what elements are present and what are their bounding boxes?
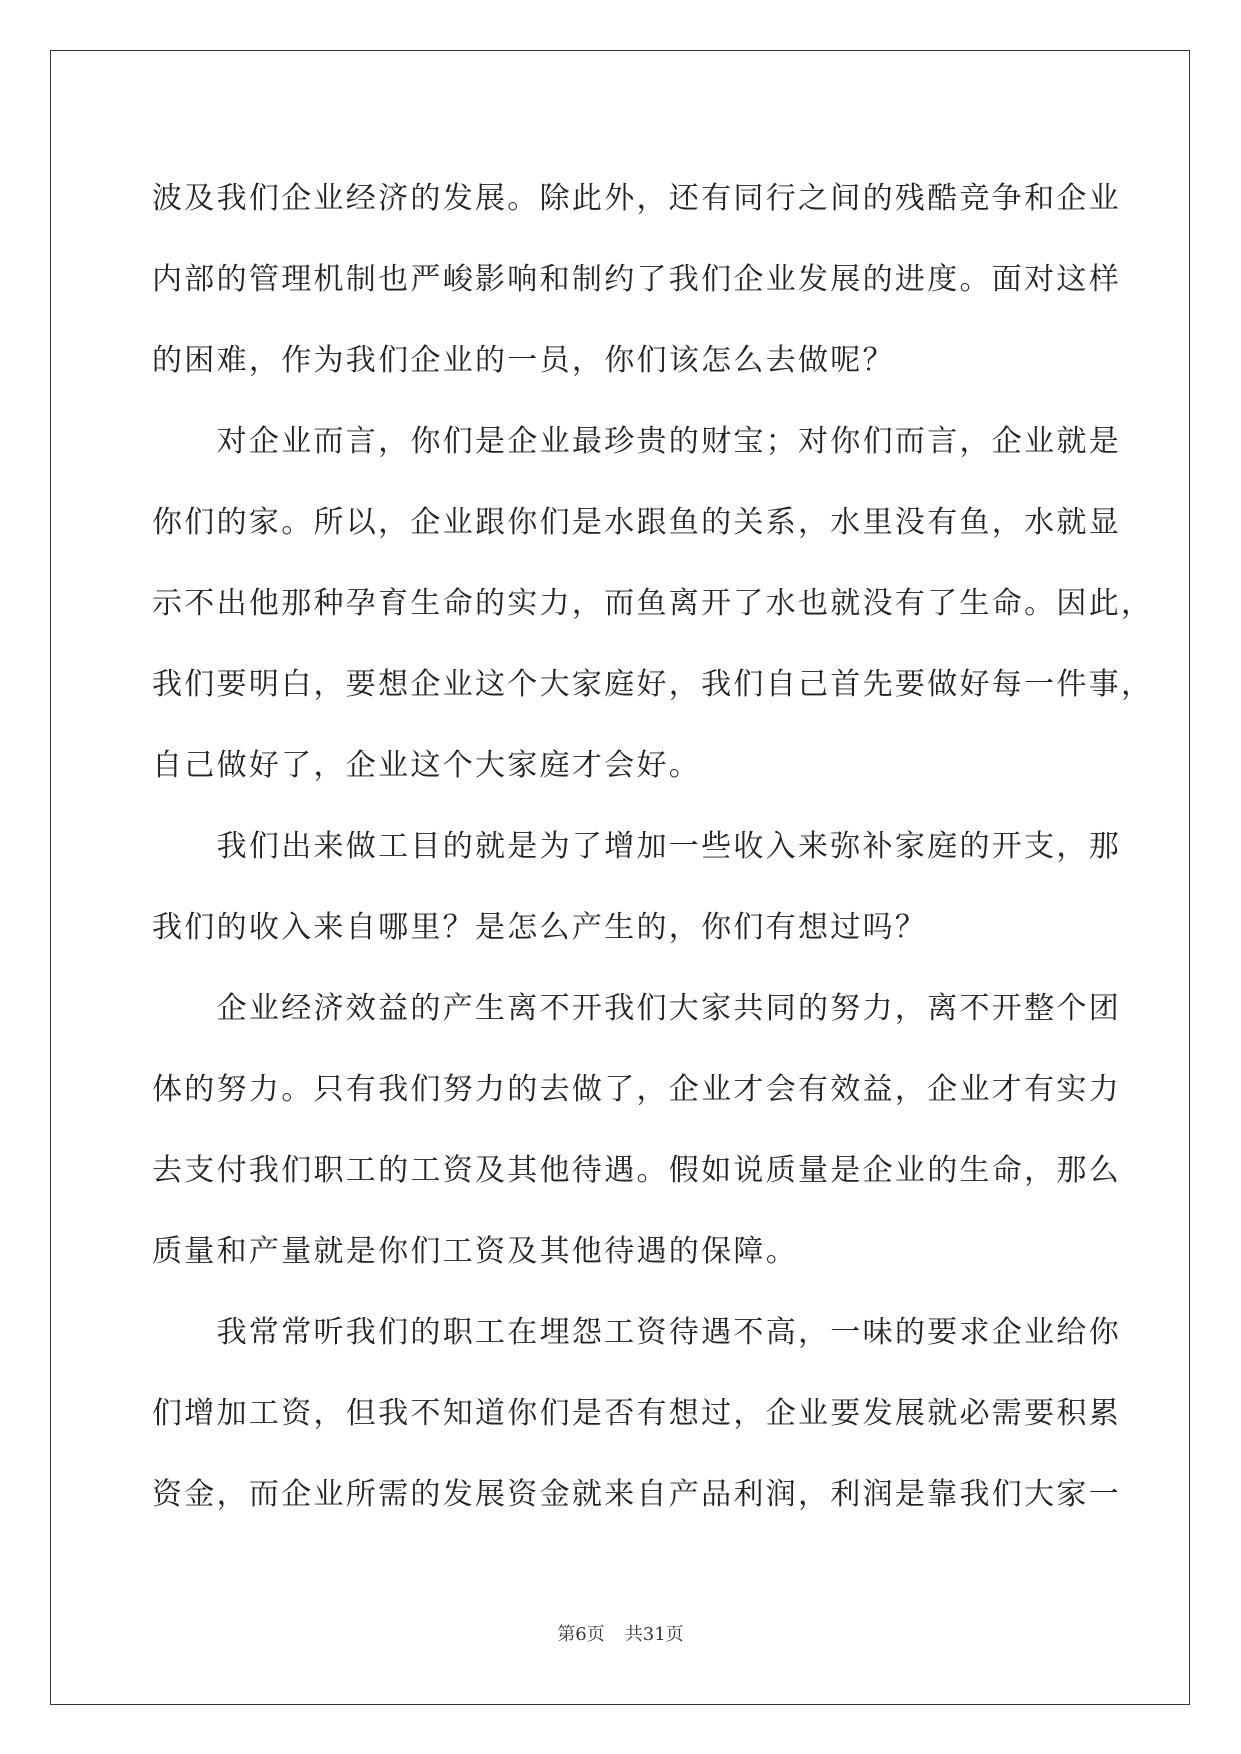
text-line: 企业经济效益的产生离不开我们大家共同的努力，离不开整个团 [152, 991, 1121, 1026]
text-line: 的困难，作为我们企业的一员，你们该怎么去做呢？ [152, 343, 895, 378]
document-body [152, 158, 1154, 1535]
page-footer [0, 1620, 1241, 1646]
text-line: 资金，而企业所需的发展资金就来自产品利润，利润是靠我们大家一 [152, 1477, 1121, 1512]
text-line: 对企业而言，你们是企业最珍贵的财宝；对你们而言，企业就是 [152, 424, 1121, 459]
text-line: 示不出他那种孕育生命的实力，而鱼离开了水也就没有了生命。因此， [152, 586, 1154, 621]
text-line: 内部的管理机制也严峻影响和制约了我们企业发展的进度。面对这样 [152, 262, 1121, 297]
text-line: 体的努力。只有我们努力的去做了，企业才会有效益，企业才有实力 [152, 1072, 1121, 1107]
text-line: 我们的收入来自哪里？是怎么产生的，你们有想过吗？ [152, 910, 928, 945]
text-line: 们增加工资，但我不知道你们是否有想过，企业要发展就必需要积累 [152, 1396, 1121, 1431]
text-line: 自己做好了，企业这个大家庭才会好。 [152, 748, 702, 783]
text-line: 质量和产量就是你们工资及其他待遇的保障。 [152, 1234, 798, 1269]
text-line: 去支付我们职工的工资及其他待遇。假如说质量是企业的生命，那么 [152, 1153, 1121, 1188]
page-number-total: 共31页 [624, 1624, 684, 1645]
text-line: 我们要明白，要想企业这个大家庭好，我们自己首先要做好每一件事， [152, 667, 1154, 702]
text-line: 你们的家。所以，企业跟你们是水跟鱼的关系，水里没有鱼，水就显 [152, 505, 1121, 540]
text-line: 波及我们企业经济的发展。除此外，还有同行之间的残酷竞争和企业 [152, 181, 1121, 216]
text-line: 我常常听我们的职工在埋怨工资待遇不高，一味的要求企业给你 [152, 1315, 1121, 1350]
text-line: 我们出来做工目的就是为了增加一些收入来弥补家庭的开支，那 [152, 829, 1121, 864]
page-number-current: 第6页 [557, 1624, 605, 1645]
